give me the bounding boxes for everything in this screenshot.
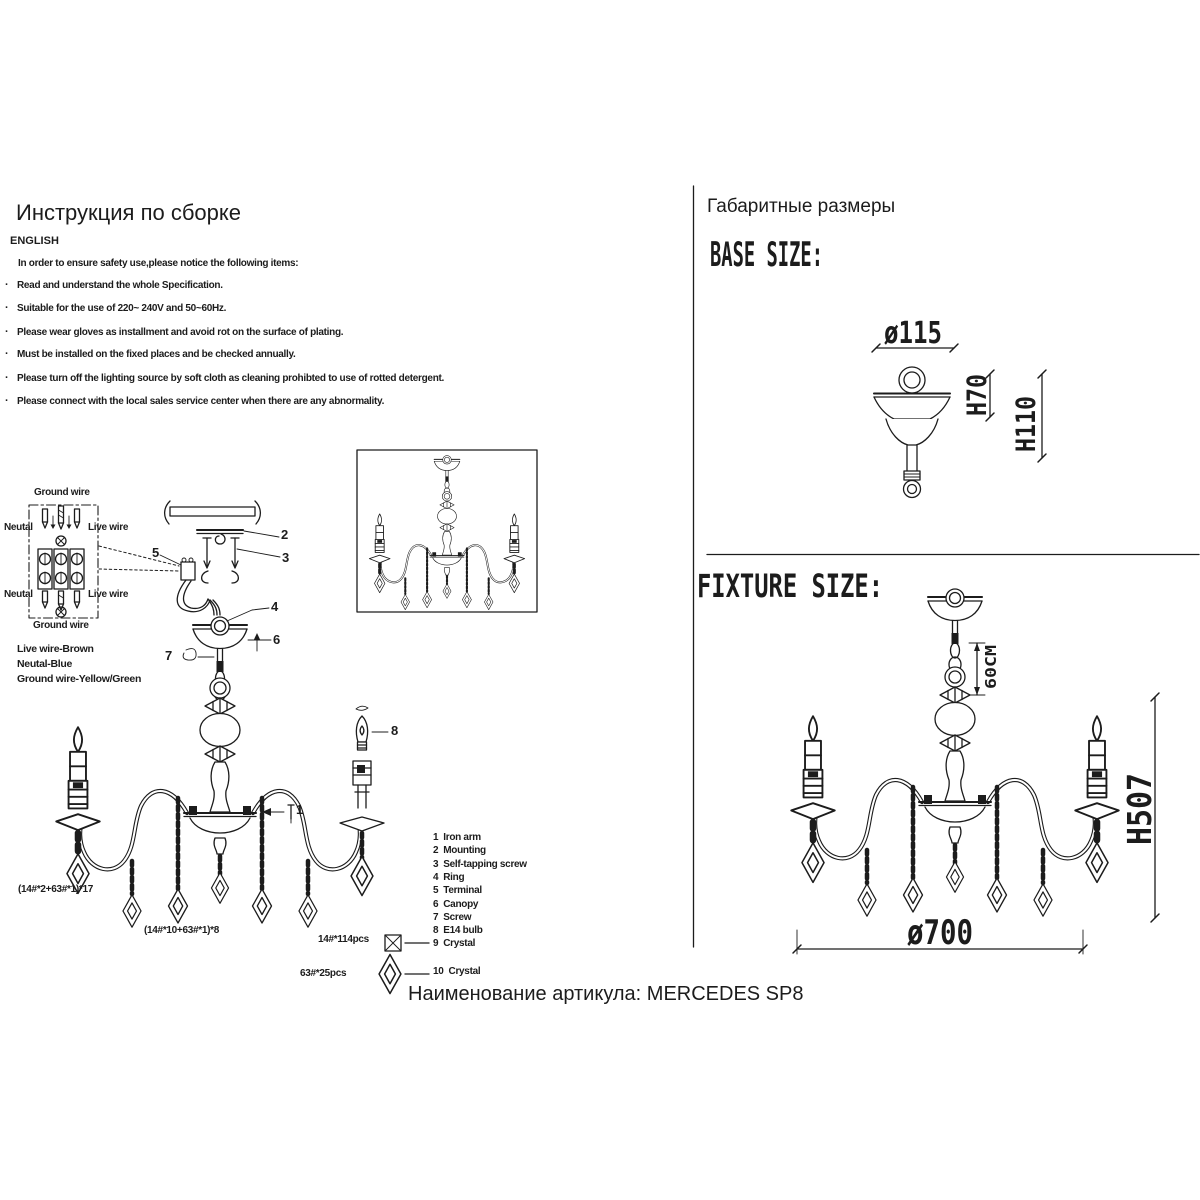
fixture-height-dim: H507 [1120,765,1159,845]
ceiling-mount-drawing [165,501,261,583]
main-chandelier-drawing [56,617,384,927]
wiring-live-bottom-label: Live wire [88,589,129,600]
wiring-ground-bottom-label: Ground wire [33,620,89,631]
base-diameter-dim: ø115 [884,316,942,351]
part-name: Self-tapping screw [443,859,527,870]
parts-list-row [433,912,471,924]
part-num: 3 [433,859,439,870]
part-num: 1 [433,832,439,843]
safety-item: Suitable for the use of 220~ 240V and 50~60Hz. [17,303,227,314]
fixture-chain-dim: 60CM [982,652,1000,689]
callout-6: 6 [273,632,281,647]
page-title: Инструкция по сборке [16,200,242,225]
base-h70-dim: H70 [962,367,993,416]
bullet-icon: · [5,348,9,360]
language-heading: ENGLISH [10,235,59,247]
bullet-icon: · [5,326,9,338]
part-name: Terminal [443,885,482,896]
fixture-diameter-dim: ø700 [907,913,973,953]
strand-formula-center: (14#*10+63#*1)*8 [144,925,219,936]
parts-list-row [433,872,464,884]
bullet-icon: · [5,395,9,407]
part-num: 10 [433,966,444,977]
parts-list-row [433,925,483,937]
part-num: 2 [433,845,439,856]
fixture-size-drawing [791,589,1159,954]
screw-icon [288,805,294,823]
parts-list-row [433,832,481,844]
callout-1: 1 [296,802,304,817]
callout-5: 5 [152,545,160,560]
wiring-live-top-label: Live wire [88,522,129,533]
bullet-icon: · [5,372,9,384]
inset-thumbnail [357,450,537,612]
callout-4: 4 [271,599,279,614]
part-num: 4 [433,872,439,883]
safety-item: Must be installed on the fixed places and be checked annually. [17,349,296,360]
safety-item: Please connect with the local sales service center when there are any abnormality. [17,396,385,407]
base-size-drawing [872,316,1046,498]
parts-list-row [433,899,478,911]
screw-curl-icon [183,649,196,661]
wiring-neutral-top-label: Neutal [4,522,33,533]
part-name: Screw [443,912,472,923]
safety-item: Read and understand the whole Specification. [17,280,223,291]
part-num: 5 [433,885,439,896]
dimensions-section-title: Габаритные размеры [707,196,896,217]
part-name: Ring [443,872,465,883]
e14-bulb-icon [356,706,368,750]
parts-list-row [433,845,486,857]
part-name: Crystal [448,966,481,977]
part-name: Canopy [443,899,479,910]
crystal-10-qty: 63#*25pcs [300,968,347,979]
parts-list-row [433,859,527,871]
bullet-icon: · [5,279,9,291]
terminal-and-wires [177,558,220,615]
callout-7: 7 [165,648,173,663]
part-name: E14 bulb [443,925,483,936]
wiring-legend-live: Live wire-Brown [17,643,94,655]
part-name: Crystal [443,938,476,949]
parts-list-row [433,966,480,978]
callout-8: 8 [391,723,399,738]
crystal-9-qty: 14#*114pcs [318,934,369,945]
wiring-legend-neutral: Neutal-Blue [17,658,73,670]
wiring-neutral-bottom-label: Neutal [4,589,33,600]
strand-formula-left: (14#*2+63#*1)*17 [18,884,93,895]
parts-list-row [433,938,475,950]
safety-item: Please wear gloves as installment and avoid rot on the surface of plating. [17,327,344,338]
wiring-legend-ground: Ground wire-Yellow/Green [17,673,142,685]
part-num: 7 [433,912,439,923]
part-num: 6 [433,899,439,910]
article-name: Наименование артикула: MERCEDES SP8 [408,983,804,1005]
wiring-ground-top-label: Ground wire [34,487,90,498]
safety-intro: In order to ensure safety use,please notice the following items: [18,258,299,269]
callout-3: 3 [282,550,290,565]
part-name: Mounting [443,845,486,856]
safety-item: Please turn off the lighting source by soft cloth as cleaning prohibted to use of rotted detergent. [17,373,445,384]
part-num: 8 [433,925,439,936]
fixture-size-heading: FIXTURE SIZE: [697,567,883,605]
parts-list-row [433,885,482,897]
bullet-icon: · [5,302,9,314]
callout-2: 2 [281,527,289,542]
part-num: 9 [433,938,439,949]
part-name: Iron arm [443,832,481,843]
base-size-heading: BASE SIZE: [710,235,823,275]
base-h110-dim: H110 [1011,386,1042,452]
crystal-9-icon [385,935,429,951]
